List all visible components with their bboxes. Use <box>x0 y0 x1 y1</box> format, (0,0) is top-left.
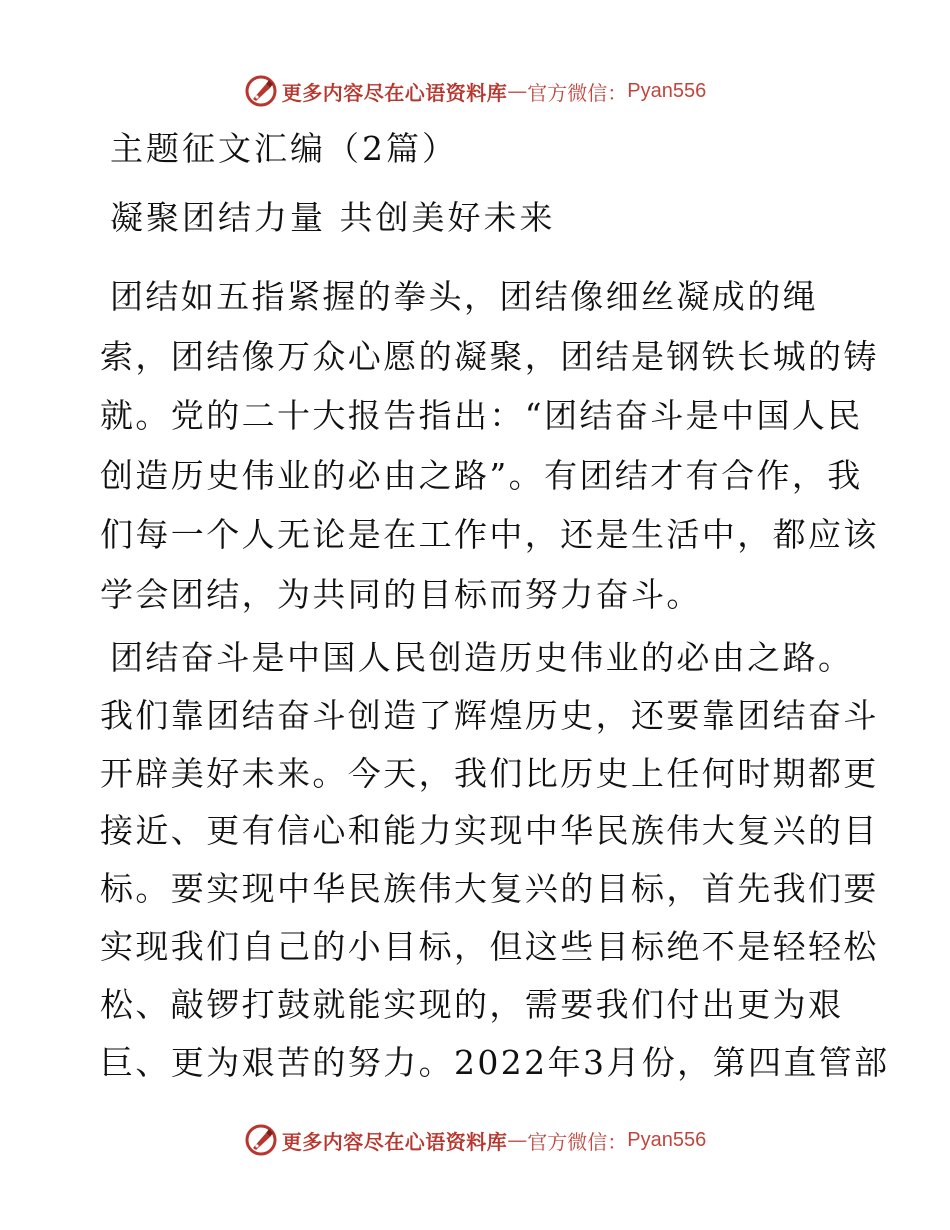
paragraph-line: 开辟美好未来。今天，我们比历史上任何时期都更 <box>100 753 879 793</box>
paragraph-line: 接近、更有信心和能力实现中华民族伟大复兴的目 <box>100 811 879 851</box>
header-banner <box>0 69 950 113</box>
paragraph-line: 巨、更为艰苦的努力。2022年3月份，第四直管部 <box>100 1042 890 1082</box>
pen-nib-seal-icon <box>244 74 278 108</box>
paragraph-line: 学会团结，为共同的目标而努力奋斗。 <box>100 574 702 614</box>
paragraph-line: 索，团结像万众心愿的凝聚，团结是钢铁长城的铸 <box>100 336 879 376</box>
paragraph-1 <box>100 267 879 624</box>
paragraph-line: 创造历史伟业的必由之路”。有团结才有合作，我 <box>100 455 863 495</box>
paragraph-line: 们每一个人无论是在工作中，还是生活中，都应该 <box>100 515 879 554</box>
banner-wechat-id: Pyan556 <box>627 1128 707 1151</box>
banner-sub-text: 官方微信： <box>527 1129 628 1154</box>
paragraph-line: 团结奋斗是中国人民创造历史伟业的必由之路。 <box>110 638 854 677</box>
pen-nib-seal-icon <box>244 1123 278 1157</box>
banner-wechat-id: Pyan556 <box>627 79 707 102</box>
paragraph-2 <box>100 629 890 1091</box>
banner-main-text: 更多内容尽在心语资料库 <box>281 80 508 105</box>
paragraph-line: 松、敲锣打鼓就能实现的，需要我们付出更为艰 <box>100 984 844 1024</box>
banner-dash: — <box>507 1128 528 1152</box>
banner-main-text: 更多内容尽在心语资料库 <box>281 1129 508 1154</box>
paragraph-line: 就。党的二十大报告指出：“团结奋斗是中国人民 <box>100 396 863 435</box>
footer-banner <box>0 1118 950 1162</box>
paragraph-line: 实现我们自己的小目标，但这些目标绝不是轻轻松 <box>100 926 879 966</box>
paragraph-line: 团结如五指紧握的拳头，团结像细丝凝成的绳 <box>110 277 818 316</box>
document-subtitle: 凝聚团结力量 共创美好未来 <box>110 198 556 237</box>
banner-sub-text: 官方微信： <box>527 80 628 105</box>
document-title: 主题征文汇编（2篇） <box>110 129 458 168</box>
paragraph-line: 标。要实现中华民族伟大复兴的目标，首先我们要 <box>100 869 879 909</box>
paragraph-line: 我们靠团结奋斗创造了辉煌历史，还要靠团结奋斗 <box>100 695 879 735</box>
banner-dash: — <box>507 79 528 103</box>
